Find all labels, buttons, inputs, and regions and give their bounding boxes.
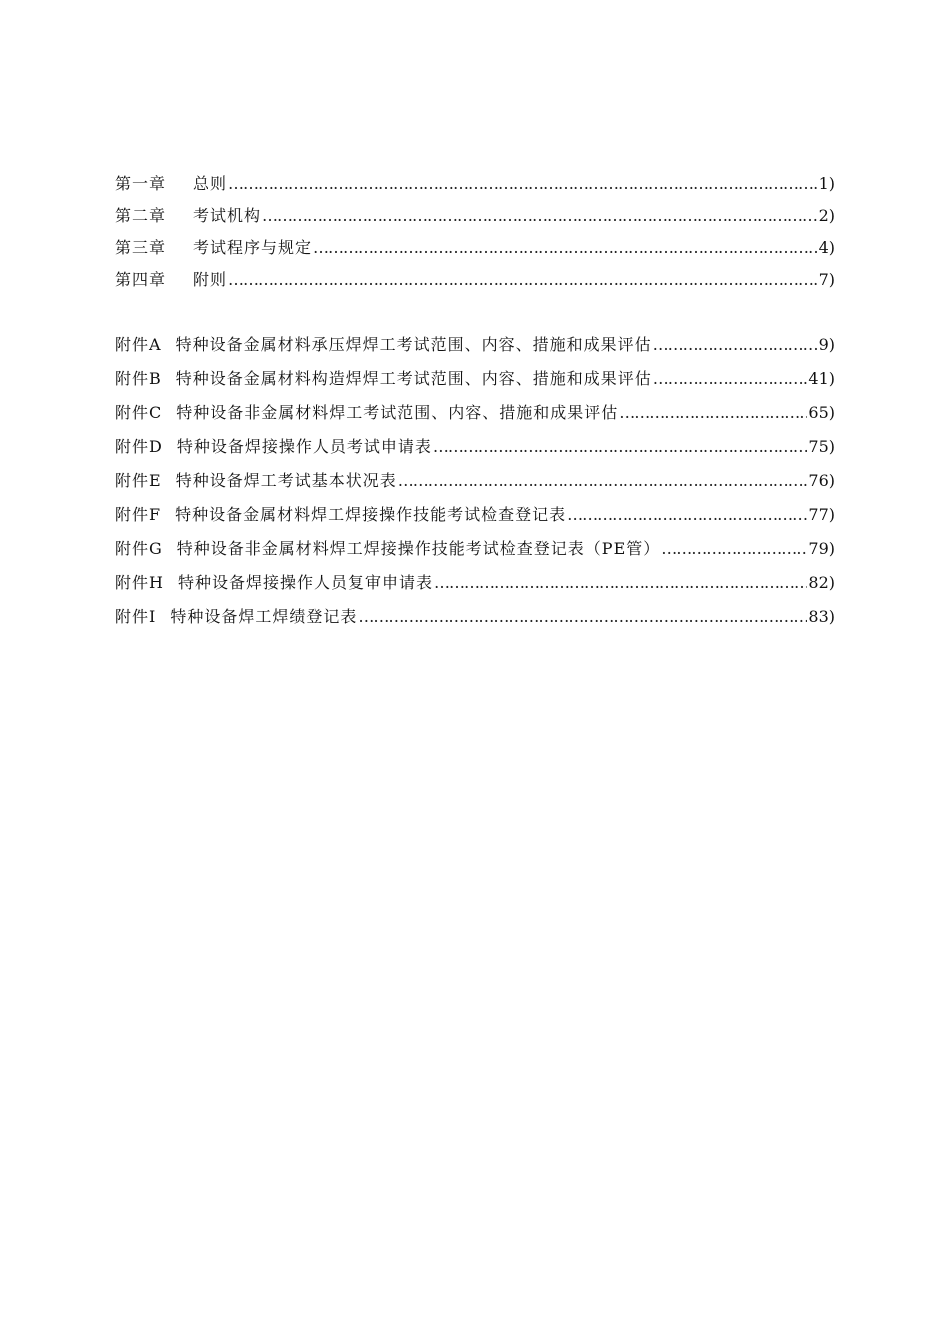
toc-entry-title: 特种设备金属材料焊工焊接操作技能考试检查登记表: [175, 505, 567, 524]
dot-leader: [262, 200, 818, 232]
dot-leader: [228, 168, 818, 200]
toc-entry-label: 附件G: [115, 539, 163, 558]
toc-entry-appendix-b[interactable]: [115, 362, 835, 396]
toc-entry-page: 9): [818, 335, 835, 354]
toc-entry-label: 第二章: [115, 206, 167, 225]
toc-entry-label: 附件A: [115, 335, 162, 354]
dot-leader: [313, 232, 818, 264]
toc-entry-chapter-2[interactable]: [115, 200, 835, 232]
dot-leader: [228, 264, 818, 296]
toc-entry-appendix-i[interactable]: [115, 600, 835, 634]
toc-entry-page: 7): [818, 270, 835, 289]
dot-leader: [358, 600, 807, 634]
toc-entry-label: 附件C: [115, 403, 163, 422]
toc-entry-page: 65): [808, 403, 835, 422]
toc-entry-page: 2): [818, 206, 835, 225]
dot-leader: [653, 362, 808, 396]
toc-entry-label: 第三章: [115, 238, 167, 257]
toc-entry-title: 特种设备金属材料构造焊焊工考试范围、内容、措施和成果评估: [175, 369, 652, 388]
dot-leader: [619, 396, 807, 430]
toc-entry-appendix-e[interactable]: [115, 464, 835, 498]
toc-entry-label: 第一章: [115, 174, 167, 193]
toc-entry-title: 特种设备焊接操作人员考试申请表: [176, 437, 432, 456]
dot-leader: [653, 328, 818, 362]
toc-entry-title: 特种设备非金属材料焊工考试范围、内容、措施和成果评估: [176, 403, 619, 422]
toc-entry-title: 特种设备非金属材料焊工焊接操作技能考试检查登记表（PE管）: [176, 539, 661, 558]
toc-entry-appendix-a[interactable]: [115, 328, 835, 362]
toc-entry-label: 附件H: [115, 573, 164, 592]
table-of-contents: [115, 168, 835, 634]
toc-entry-title: 考试程序与规定: [193, 238, 313, 257]
toc-entry-page: 75): [808, 437, 835, 456]
dot-leader: [434, 566, 807, 600]
toc-entry-title: 考试机构: [193, 206, 262, 225]
toc-entry-label: 第四章: [115, 270, 167, 289]
toc-entry-label: 附件D: [115, 437, 163, 456]
toc-entry-page: 41): [808, 369, 835, 388]
toc-entry-appendix-c[interactable]: [115, 396, 835, 430]
section-spacer: [115, 296, 835, 328]
toc-entry-chapter-3[interactable]: [115, 232, 835, 264]
toc-entry-title: 总则: [193, 174, 228, 193]
toc-entry-title: 附则: [193, 270, 228, 289]
toc-entry-label: 附件E: [115, 471, 162, 490]
toc-entry-label: 附件F: [115, 505, 162, 524]
toc-entry-label: 附件I: [115, 607, 157, 626]
toc-entry-title: 特种设备焊工考试基本状况表: [175, 471, 397, 490]
toc-entry-appendix-f[interactable]: [115, 498, 835, 532]
toc-entry-page: 82): [808, 573, 835, 592]
toc-entry-appendix-h[interactable]: [115, 566, 835, 600]
toc-entry-page: 77): [808, 505, 835, 524]
toc-entry-label: 附件B: [115, 369, 162, 388]
toc-entry-page: 83): [808, 607, 835, 626]
dot-leader: [567, 498, 807, 532]
toc-entry-chapter-1[interactable]: [115, 168, 835, 200]
toc-entry-appendix-g[interactable]: [115, 532, 835, 566]
toc-entry-chapter-4[interactable]: [115, 264, 835, 296]
toc-entry-page: 79): [808, 539, 835, 558]
dot-leader: [661, 532, 807, 566]
toc-entry-page: 1): [818, 174, 835, 193]
toc-entry-title: 特种设备焊接操作人员复审申请表: [177, 573, 433, 592]
dot-leader: [433, 430, 808, 464]
toc-entry-page: 76): [808, 471, 835, 490]
dot-leader: [398, 464, 808, 498]
toc-entry-appendix-d[interactable]: [115, 430, 835, 464]
toc-entry-title: 特种设备金属材料承压焊焊工考试范围、内容、措施和成果评估: [175, 335, 652, 354]
toc-entry-title: 特种设备焊工焊绩登记表: [170, 607, 358, 626]
toc-entry-page: 4): [818, 238, 835, 257]
